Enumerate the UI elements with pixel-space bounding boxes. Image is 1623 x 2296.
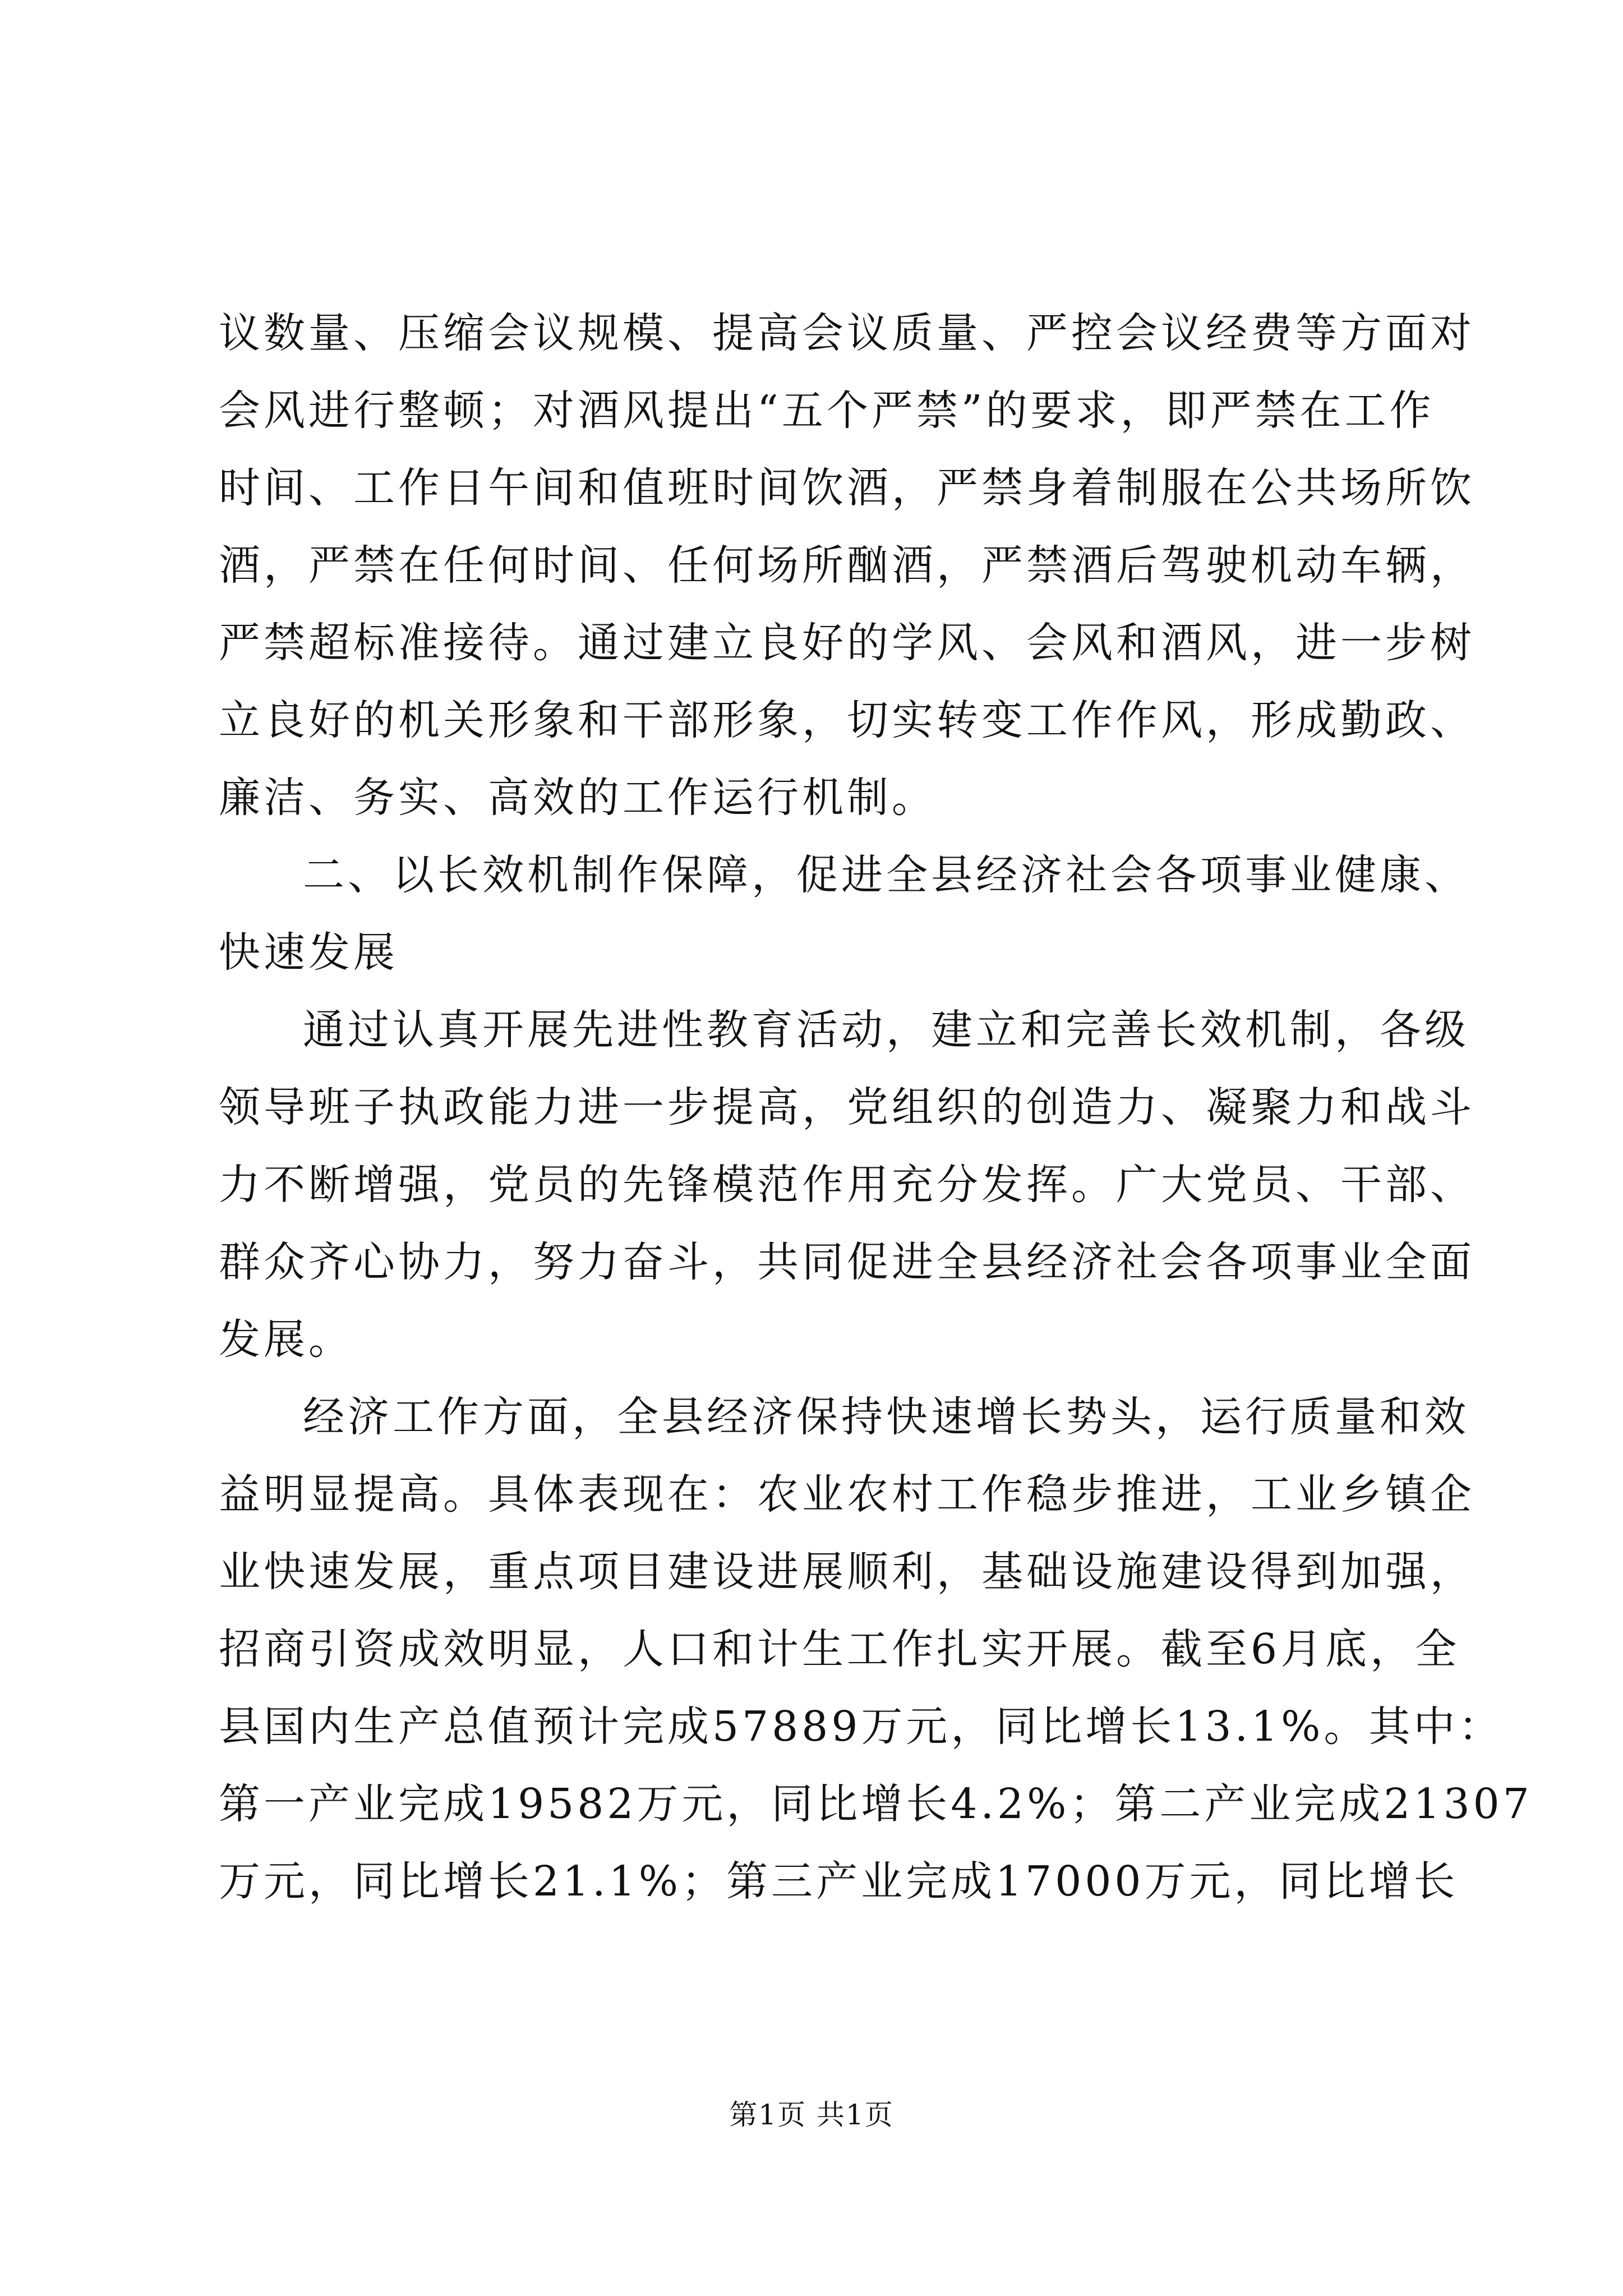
section-heading: 二、以长效机制作保障，促进全县经济社会各项事业健康、 xyxy=(303,851,1469,899)
text-line: 议数量、压缩会议规模、提高会议质量、严控会议经费等方面对 xyxy=(219,309,1475,357)
section-heading-continued: 快速发展 xyxy=(219,928,398,977)
page-footer: 第1页 共1页 xyxy=(729,2099,894,2131)
text-line: 第一产业完成19582万元，同比增长4.2%；第二产业完成21307 xyxy=(219,1780,1533,1828)
text-line: 会风进行整顿；对酒风提出“五个严禁”的要求，即严禁在工作 xyxy=(219,386,1435,435)
text-line: 万元，同比增长21.1%；第三产业完成17000万元，同比增长 xyxy=(219,1857,1459,1906)
text-line: 力不断增强，党员的先锋模范作用充分发挥。广大党员、干部、 xyxy=(219,1161,1475,1209)
text-line: 县国内生产总值预计完成57889万元，同比增长13.1%。其中： xyxy=(219,1703,1504,1751)
text-line: 严禁超标准接待。通过建立良好的学风、会风和酒风，进一步树 xyxy=(219,619,1475,667)
text-line: 益明显提高。具体表现在：农业农村工作稳步推进，工业乡镇企 xyxy=(219,1470,1475,1519)
document-body xyxy=(219,295,1533,1920)
text-line: 领导班子执政能力进一步提高，党组织的创造力、凝聚力和战斗 xyxy=(219,1083,1475,1131)
text-line: 发展。 xyxy=(219,1315,353,1364)
text-line: 经济工作方面，全县经济保持快速增长势头，运行质量和效 xyxy=(303,1393,1469,1441)
text-line: 业快速发展，重点项目建设进展顺利，基础设施建设得到加强， xyxy=(219,1548,1475,1596)
text-line: 立良好的机关形象和干部形象，切实转变工作作风，形成勤政、 xyxy=(219,696,1475,744)
text-line: 时间、工作日午间和值班时间饮酒，严禁身着制服在公共场所饮 xyxy=(219,464,1475,512)
text-line: 廉洁、务实、高效的工作运行机制。 xyxy=(219,774,937,822)
text-line: 通过认真开展先进性教育活动，建立和完善长效机制，各级 xyxy=(303,1006,1469,1054)
text-line: 招商引资成效明显，人口和计生工作扎实开展。截至6月底，全 xyxy=(219,1625,1460,1673)
text-line: 酒，严禁在任何时间、任何场所酗酒，严禁酒后驾驶机动车辆， xyxy=(219,541,1475,590)
text-line: 群众齐心协力，努力奋斗，共同促进全县经济社会各项事业全面 xyxy=(219,1238,1475,1286)
